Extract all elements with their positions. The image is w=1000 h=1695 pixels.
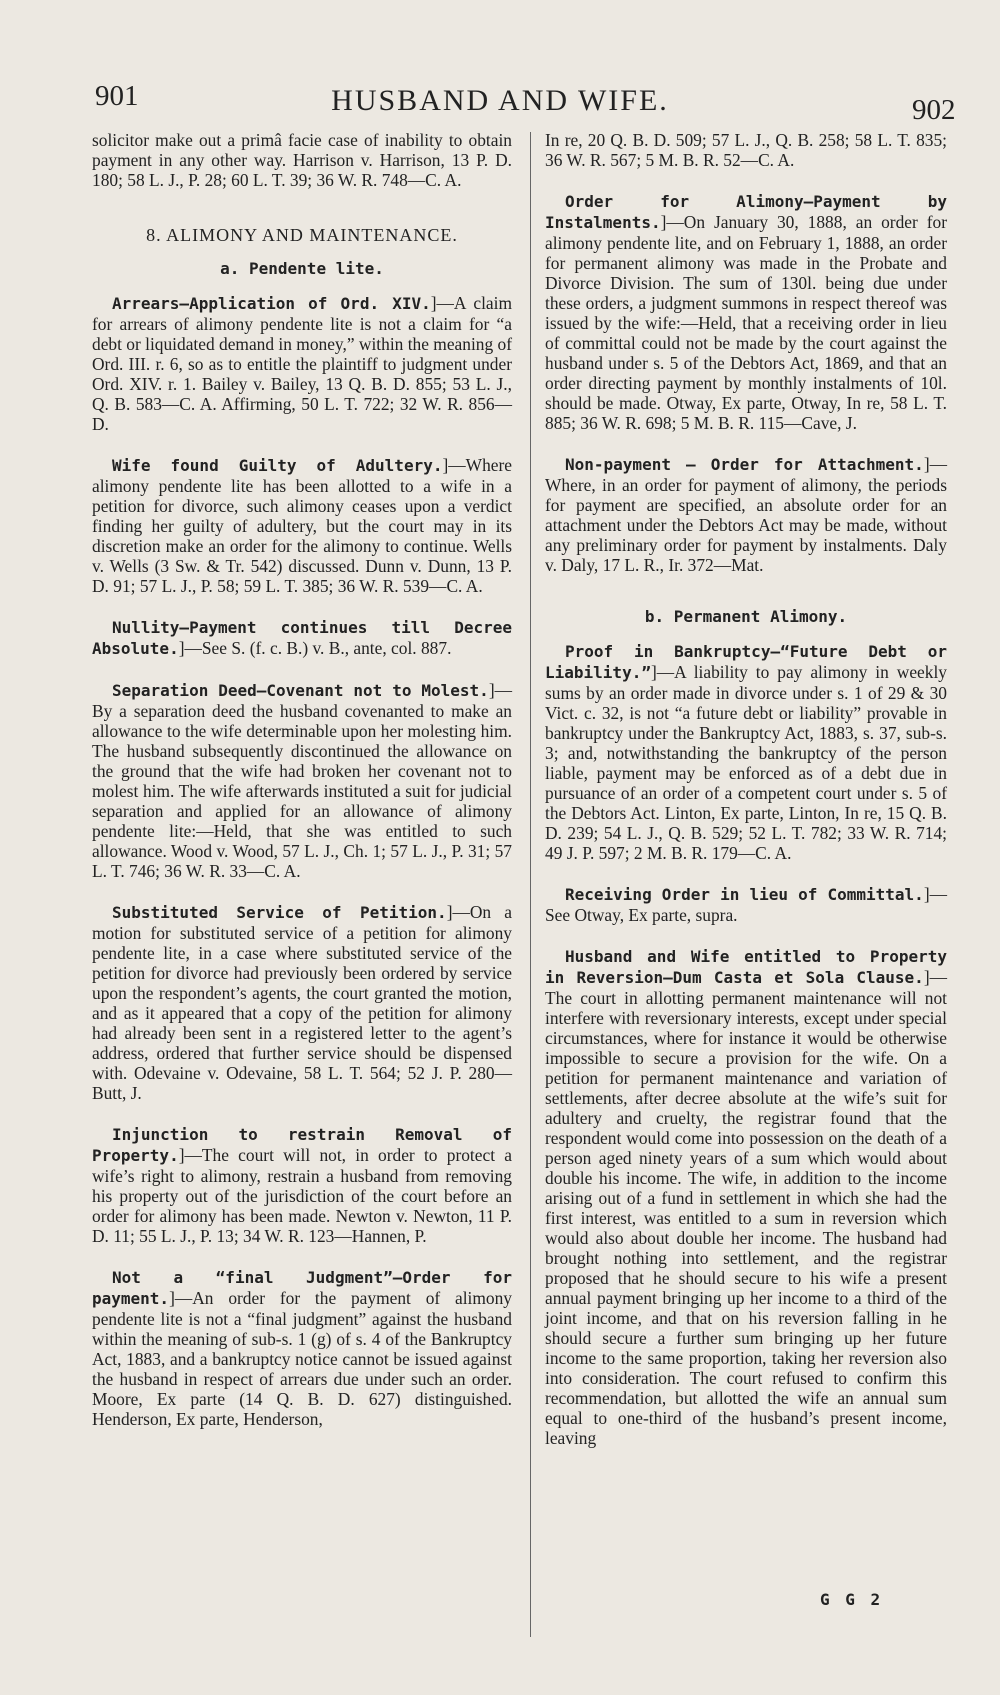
entry-heading: Receiving Order in lieu of Committal. — [565, 885, 924, 904]
entry-heading: Substituted Service of Petition. — [112, 903, 447, 922]
entry-body: ]—The court will not, in order to protect a wife’s right to alimony, restrain a husband from removing his property out of the jurisdiction of the court before an order for alimony has been made. Newton v. Newton, 11 P. D. 11; 55 L. J., P. 13; 34 W. R. 123—Hannen, P. — [92, 1145, 512, 1246]
entry — [545, 884, 947, 925]
entry-body: ]—A liability to pay alimony in weekly sums by an order made in divorce under s. 1 of 29 & 30 Vict. c. 32, is not “a future debt or liability” provable in bankruptcy under the Bankruptcy Act, 1883, s. 37, sub-s. 3; and, notwithstanding the bankruptcy of the person liable, payment may be enforced as of a debt due in pursuance of an order of a competent court under s. 5 of the Debtors Act. Linton, Ex parte, Linton, In re, 15 Q. B. D. 239; 54 L. J., Q. B. 529; 52 L. T. 782; 33 W. R. 714; 49 J. P. 597; 2 M. B. R. 179—C. A. — [545, 662, 947, 863]
running-title: HUSBAND AND WIFE. — [331, 84, 669, 117]
column-divider — [530, 132, 531, 1637]
right-column-number: 902 — [912, 94, 956, 126]
entry-body: ]—An order for the payment of alimony pendente lite is not a “final judgment” against the husband within the meaning of sub-s. 1 (g) of s. 4 of the Bankruptcy Act, 1883, and a bankruptcy notice cannot be issued against the husband in respect of arrears due under such an order. Moore, Ex parte (14 Q. B. D. 627) distinguished. Henderson, Ex parte, Henderson, — [92, 1288, 512, 1429]
entry-heading: Arrears—Application of Ord. XIV. — [112, 294, 431, 313]
entry-heading: Husband and Wife entitled to Property in Reversion—Dum Casta et Sola Clause. — [545, 947, 947, 987]
entry-heading: Not a “final Judgment”—Order for payment. — [92, 1268, 512, 1308]
entry-heading: Nullity—Payment continues till Decree Absolute. — [92, 618, 512, 658]
subsection-heading: a. Pendente lite. — [220, 259, 384, 278]
entry — [92, 293, 512, 434]
entry-heading: Proof in Bankruptcy—“Future Debt or Liability.” — [545, 642, 947, 682]
page-header — [0, 80, 1000, 130]
entry — [92, 1124, 512, 1246]
entry-body: ]—Where, in an order for payment of alimony, the periods for payment are specified, an absolute order for an attachment under the Debtors Act may be made, without any preliminary order for payment by instalments. Daly v. Daly, 17 L. R., Ir. 372—Mat. — [545, 454, 947, 575]
left-column-number: 901 — [95, 80, 139, 112]
entry — [545, 191, 947, 433]
section-heading: 8. ALIMONY AND MAINTENANCE. — [146, 225, 458, 245]
entry — [92, 680, 512, 881]
entry — [545, 641, 947, 863]
entry — [92, 455, 512, 596]
signature-mark: G G 2 — [820, 1590, 884, 1609]
subsection-heading: b. Permanent Alimony. — [644, 607, 848, 626]
entry-heading: Injunction to restrain Removal of Property. — [92, 1125, 512, 1165]
entry-body: ]—Where alimony pendente lite has been allotted to a wife in a petition for divorce, such alimony ceases upon a verdict finding her guilty of adultery, but the court may in its discretion make an order for the alimony to continue. Wells v. Wells (3 Sw. & Tr. 542) discussed. Dunn v. Dunn, 13 P. D. 91; 57 L. J., P. 58; 59 L. T. 385; 36 W. R. 539—C. A. — [92, 455, 512, 596]
entry-body: ]—See S. (f. c. B.) v. B., ante, col. 887. — [178, 638, 452, 658]
entry-heading: Order for Alimony—Payment by Instalments. — [545, 192, 947, 232]
paragraph: solicitor make out a primâ facie case of inability to obtain payment in any other way. Harrison v. Harrison, 13 P. D. 180; 58 L. J., P. 28; 60 L. T. 39; 36 W. R. 748—C. A. — [92, 130, 512, 190]
entry-heading: Non-payment — Order for Attachment. — [565, 455, 924, 474]
entry-heading: Wife found Guilty of Adultery. — [112, 456, 443, 475]
entry-body: ]—On January 30, 1888, an order for alimony pendente lite, and on February 1, 1888, an order for permanent alimony was made in the Probate and Divorce Division. The sum of 130l. being due under these orders, a judgment summons in respect thereof was issued by the wife:—Held, that a receiving order in lieu of committal could not be made by the court against the husband under s. 5 of the Debtors Act, 1869, and that an order directing payment by monthly instalments of 10l. should be made. Otway, Ex parte, Otway, In re, 58 L. T. 885; 36 W. R. 698; 5 M. B. R. 115—Cave, J. — [545, 212, 947, 433]
right-column — [545, 130, 947, 1469]
entry — [92, 902, 512, 1103]
entry — [545, 454, 947, 575]
entry-body: ]—See Otway, Ex parte, supra. — [545, 884, 947, 925]
entry-body: ]—The court in allotting permanent maintenance will not interfere with reversionary interests, except under special circumstances, where for instance it would be otherwise impossible to secure a provision for the wife. On a petition for permanent maintenance and variation of settlements, after decree absolute at the wife’s suit for adultery and cruelty, the registrar found that the respondent would come into possession on the death of a person aged ninety years of a sum which would about double his income. The wife, in addition to the income arising out of a fund in settlement in which she had the first interest, was entitled to a sum in reversion which would also about double her income. The husband had brought nothing into settlement, and the registrar proposed that he should secure to his wife a present annual payment bringing up her income to a third of the joint income, and that on his reversion falling in he should secure a further sum bringing up her future income to the same proportion, taking her reversion also into consideration. The court refused to confirm this recommendation, but allotted the wife an annual sum equal to one-third of the husband’s present income, leaving — [545, 967, 947, 1448]
entry — [92, 1267, 512, 1429]
entry-body: ]—A claim for arrears of alimony pendente lite is not a claim for “a debt or liquidated demand in money,” within the meaning of Ord. III. r. 6, so as to entitle the plaintiff to judgment under Ord. XIV. r. 1. Bailey v. Bailey, 13 Q. B. D. 855; 53 L. J., Q. B. 583—C. A. Affirming, 50 L. T. 722; 32 W. R. 856—D. — [92, 293, 513, 434]
left-column — [92, 130, 512, 1450]
entry — [545, 946, 947, 1448]
entry-body: ]—On a motion for substituted service of a petition for alimony pendente lite, in a case where substituted service of the petition for divorce had previously been ordered by service upon the respondent’s agents, the court granted the motion, and as it appeared that a copy of the petition for alimony had already been sent in a registered letter to the agent’s address, ordered that further service should be dispensed with. Odevaine v. Odevaine, 58 L. T. 564; 52 J. P. 280—Butt, J. — [92, 902, 512, 1103]
entry-body: ]—By a separation deed the husband covenanted to make an allowance to the wife determinable upon her molesting him. The husband subsequently discontinued the allowance on the ground that the wife had broken her covenant not to molest him. The wife afterwards instituted a suit for judicial separation and applied for an allowance of alimony pendente lite:—Held, that she was entitled to such allowance. Wood v. Wood, 57 L. J., Ch. 1; 57 L. J., P. 31; 57 L. T. 746; 36 W. R. 33—C. A. — [92, 680, 512, 881]
entry — [92, 617, 512, 659]
paragraph: In re, 20 Q. B. D. 509; 57 L. J., Q. B. 258; 58 L. T. 835; 36 W. R. 567; 5 M. B. R. 52—C. A. — [545, 130, 947, 170]
entry-heading: Separation Deed—Covenant not to Molest. — [112, 681, 489, 700]
